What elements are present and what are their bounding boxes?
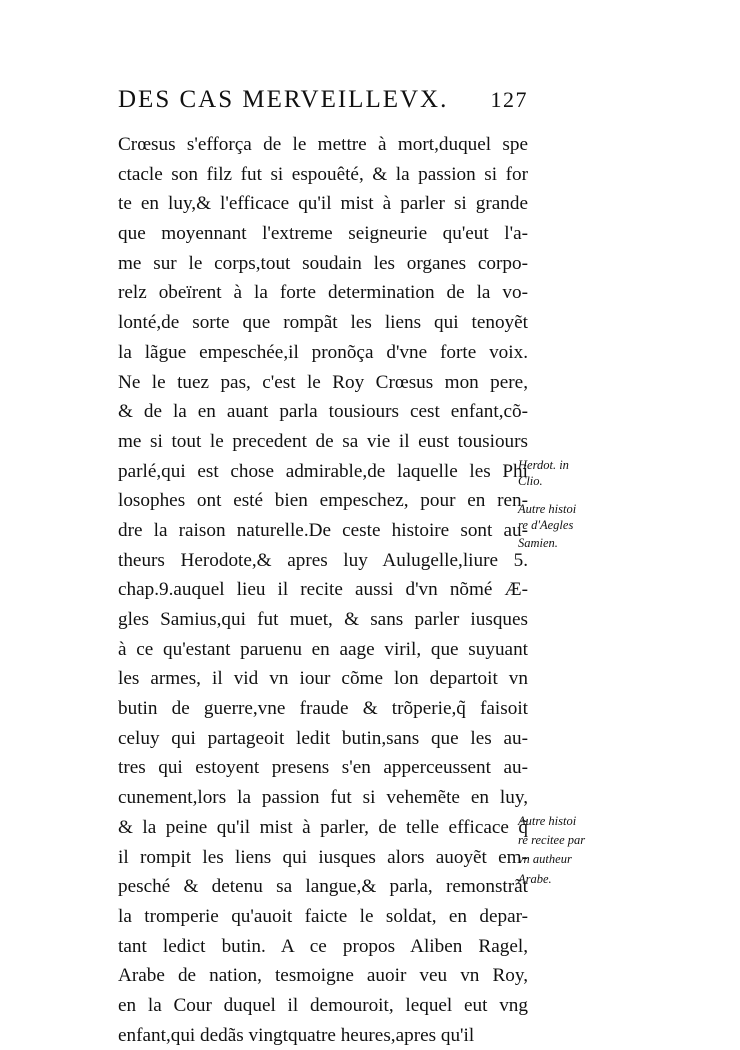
text-line: me si tout le precedent de sa vie il eust tousiours [118,430,528,452]
margin-note-source: Herdot. in [518,458,569,472]
text-line: en la Cour duquel il demouroit, lequel eut vng [118,994,528,1016]
text-line: & de la en auant parla tousiours cest enfant,cõ- [118,401,528,423]
text-line: gles Samius,qui fut muet, & sans parler iusques [118,609,528,630]
text-line: la lãgue empeschée,il pronõça d'vne forte voix. [118,341,528,363]
margin-note-arabe: Arabe. [518,872,552,886]
text-line: me sur le corps,tout soudain les organes corpo- [118,252,528,274]
text-line: theurs Herodote,& apres luy Aulugelle,liure 5. [118,549,528,571]
text-line: il rompit les liens qui iusques alors auoyẽt em- [118,846,528,868]
running-head [118,86,528,120]
text-line: Ne le tuez pas, c'est le Roy Crœsus mon pere, [118,371,528,393]
text-line: dre la raison naturelle.De ceste histoire sont au- [118,519,528,541]
text-line: cunement,lors la passion fut si vehemẽte en luy, [118,787,528,809]
running-head-title: DES CAS MERVEILLEVX. [118,86,449,113]
text-line: parlé,qui est chose admirable,de laquelle les Phi [118,460,528,482]
text-line: te en luy,& l'efficace qu'il mist à parler si grande [118,193,528,215]
text-line: & la peine qu'il mist à parler, de telle efficace q̃ [118,816,528,838]
margin-note-aegles: Samien. [518,536,558,550]
body-text [118,130,528,1050]
margin-note-arabe: Autre histoi [518,814,577,828]
text-line: tant ledict butin. A ce propos Aliben Ragel, [118,935,528,957]
text-line: la tromperie qu'auoit faicte le soldat, en depar- [118,905,528,927]
text-line: enfant,qui dedãs vingtquatre heures,apres qu'il [118,1024,475,1046]
text-line: butin de guerre,vne fraude & trõperie,q̃ faisoit [118,698,528,720]
margin-note-arabe: re recitee par [518,833,586,847]
text-line: pesché & detenu sa langue,& parla, remonstrãt [118,876,528,898]
margin-note-aegles: Autre histoi [518,502,577,516]
text-line: chap.9.auquel lieu il recite aussi d'vn nõmé Æ- [118,579,528,601]
text-line: les armes, il vid vn iour cõme lon departoit vn [118,668,528,690]
page-number: 127 [490,87,528,112]
text-line: que moyennant l'extreme seigneurie qu'eut l'a- [118,223,528,245]
text-line: tres qui estoyent presens s'en apperceussent au- [118,757,528,779]
text-line: losophes ont esté bien empeschez, pour en ren- [118,490,528,512]
text-line: Arabe de nation, tesmoigne auoir veu vn Roy, [118,965,528,987]
text-line: relz obeïrent à la forte determination de la vo- [118,282,528,304]
text-line: à ce qu'estant paruenu en aage viril, que suyuant [118,638,528,660]
margin-note-arabe: vn autheur [518,852,572,866]
text-line: ctacle son filz fut si espouêté, & la passion si for [118,163,528,185]
text-line: celuy qui partageoit ledit butin,sans que les au- [118,727,528,749]
text-line: lonté,de sorte que rompãt les liens qui tenoyẽt [118,312,528,334]
margin-note-aegles: re d'Aegles [518,518,574,532]
margin-note-source: Clio. [518,474,543,488]
text-line: Crœsus s'efforça de le mettre à mort,duquel spe [118,134,528,155]
